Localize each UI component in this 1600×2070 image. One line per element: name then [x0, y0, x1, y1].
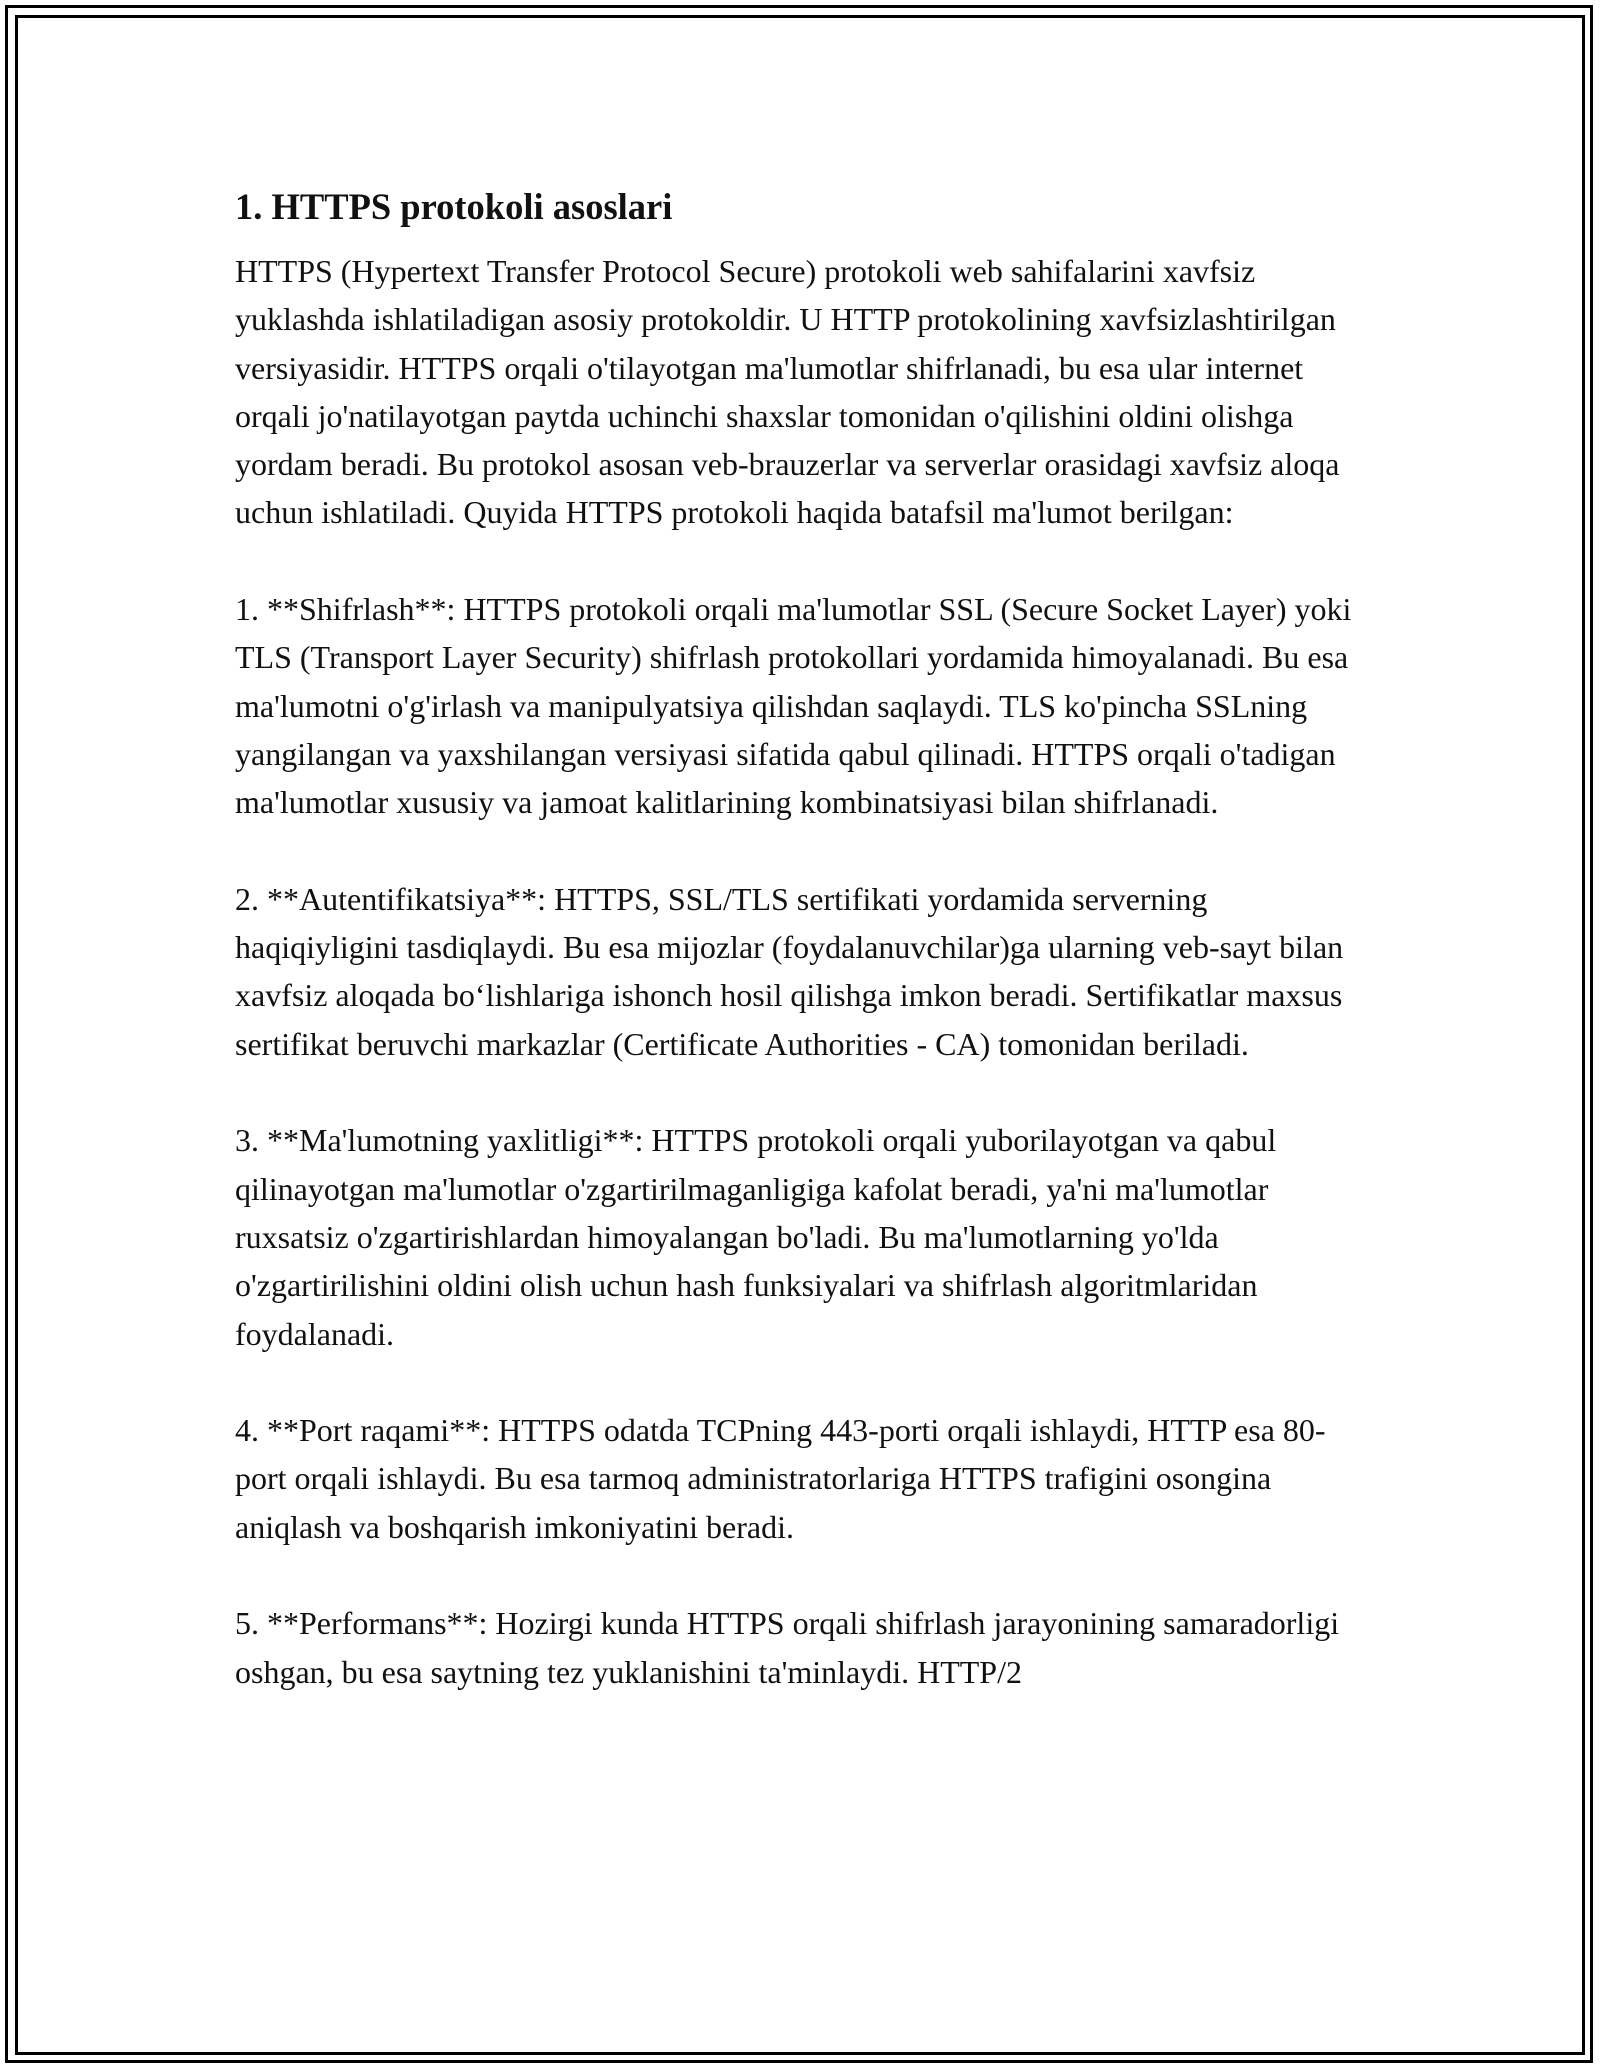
- paragraph-authentication: 2. **Autentifikatsiya**: HTTPS, SSL/TLS sertifikati yordamida serverning haqiqiyligini tasdiqlaydi. Bu esa mijozlar (foydalanuvchilar)ga ularning veb-sayt bilan xavfsiz aloqada bo‘lishlariga ishonch hosil qilishga imkon beradi. Sertifikatlar maxsus sertifikat beruvchi markazlar (Certificate Authorities - CA) tomonidan beriladi.: [235, 880, 1344, 1062]
- intro-paragraph: HTTPS (Hypertext Transfer Protocol Secure) protokoli web sahifalarini xavfsiz yuklashda ishlatiladigan asosiy protokoldir. U HTTP protokolining xavfsizlashtirilgan versiyasidir. HTTPS orqali o'tilayotgan ma'lumotlar shifrlanadi, bu esa ular internet orqali jo'natilayotgan paytda uchinchi shaxslar tomonidan o'qilishini oldini olishga yordam beradi. Bu protokol asosan veb-brauzerlar va serverlar orasidagi xavfsiz aloqa uchun ishlatiladi. Quyida HTTPS protokoli haqida batafsil ma'lumot berilgan:: [235, 253, 1340, 531]
- paragraph-data-integrity: 3. **Ma'lumotning yaxlitligi**: HTTPS protokoli orqali yuborilayotgan va qabul qilinayotgan ma'lumotlar o'zgartirilmaganligiga kafolat beradi, ya'ni ma'lumotlar ruxsatsiz o'zgartirishlardan himoyalangan bo'ladi. Bu ma'lumotlarning yo'lda o'zgartirilishini oldini olish uchun hash funksiyalari va shifrlash algoritmlaridan foydalanadi.: [235, 1122, 1277, 1352]
- paragraph-encryption: 1. **Shifrlash**: HTTPS protokoli orqali ma'lumotlar SSL (Secure Socket Layer) yoki TLS (Transport Layer Security) shifrlash protokollari yordamida himoyalanadi. Bu esa ma'lumotni o'g'irlash va manipulyatsiya qilishdan saqlaydi. TLS ko'pincha SSLning yangilangan va yaxshilangan versiyasi sifatida qabul qilinadi. HTTPS orqali o'tadigan ma'lumotlar xususiy va jamoat kalitlarining kombinatsiyasi bilan shifrlanadi.: [235, 591, 1352, 821]
- document-body: [235, 185, 1375, 1744]
- paragraph-port-number: 4. **Port raqami**: HTTPS odatda TCPning 443-porti orqali ishlaydi, HTTP esa 80-port orqali ishlaydi. Bu esa tarmoq administratorlariga HTTPS trafigini osongina aniqlash va boshqarish imkoniyatini beradi.: [235, 1412, 1326, 1545]
- section-heading: 1. HTTPS protokoli asoslari: [235, 186, 673, 227]
- paragraph-performance: 5. **Performans**: Hozirgi kunda HTTPS orqali shifrlash jarayonining samaradorligi oshgan, bu esa saytning tez yuklanishini ta'minlaydi. HTTP/2: [235, 1605, 1340, 1690]
